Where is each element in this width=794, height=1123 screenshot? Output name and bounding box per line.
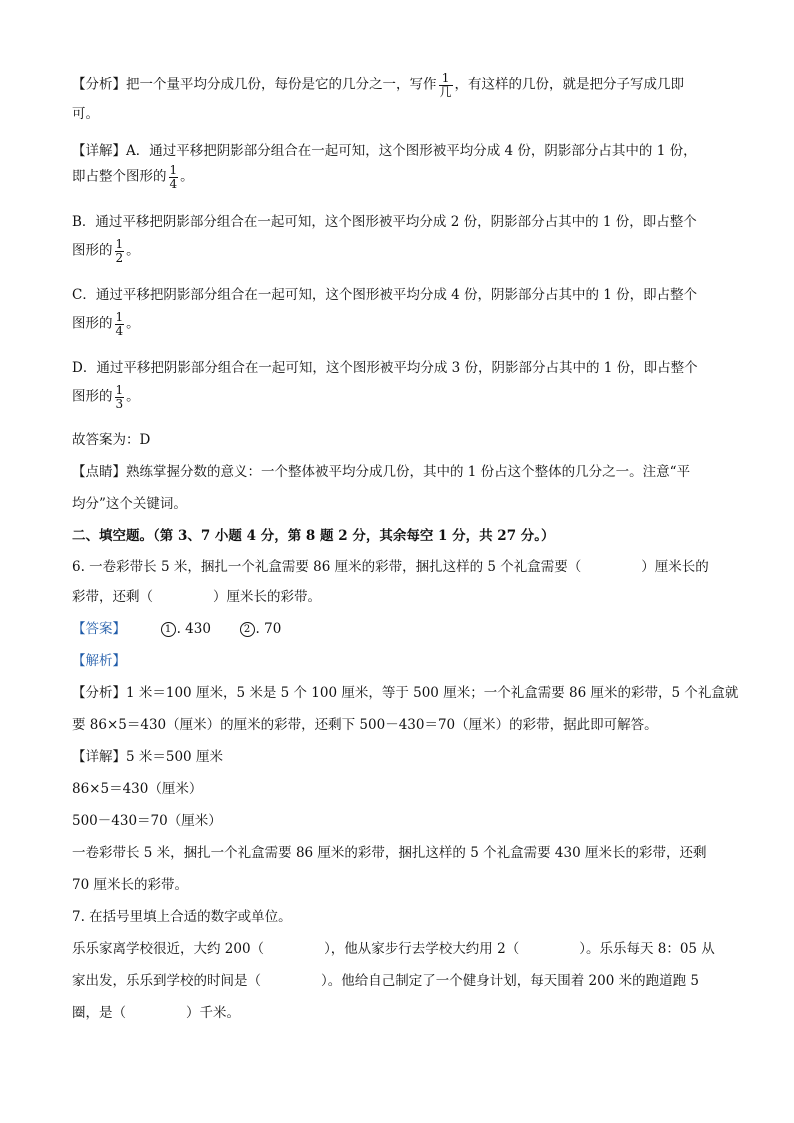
- analysis-text: 1 米＝100 厘米，5 米是 5 个 100 厘米，等于 500 厘米；一个礼盒需要 86 厘米的彩带，5 个礼盒就: [126, 685, 739, 701]
- detail-a-post: 。: [180, 168, 194, 185]
- fraction-denominator: 4: [115, 323, 124, 338]
- q6-text-cont: ）厘米长的彩带。: [213, 589, 321, 605]
- detail-d-line2: [72, 384, 140, 410]
- q6-detail-line4: 一卷彩带长 5 米，捆扎一个礼盒需要 86 厘米的彩带，捆扎这样的 5 个礼盒需要 430 厘米长的彩带，还剩: [72, 845, 707, 861]
- q6-text: 6. 一卷彩带长 5 米，捆扎一个礼盒需要 86 厘米的彩带，捆扎这样的 5 个礼盒需要（: [72, 559, 582, 575]
- fraction-denominator: 几: [439, 84, 452, 99]
- q6-detail-line1: [72, 748, 223, 766]
- analysis-tag: 【分析】: [72, 685, 126, 701]
- q6-text-cont: ）厘米长的: [641, 559, 709, 575]
- circled-number-1: 1: [161, 622, 176, 637]
- detail-a-line1: [72, 142, 697, 160]
- fraction: [115, 238, 125, 264]
- fraction-numerator: 1: [115, 237, 124, 251]
- q6-detail-line2: 86×5＝430（厘米）: [72, 781, 203, 797]
- analysis-text: 把一个量平均分成几份，每份是它的几分之一，写作: [126, 76, 437, 93]
- detail-b-line2: [72, 238, 140, 264]
- q7-text: ），他从家步行去学校大约用 2（: [324, 941, 520, 957]
- q6-line1: [72, 558, 709, 576]
- q6-analysis-line2: 要 86×5＝430（厘米）的厘米的彩带，还剩下 500－430＝70（厘米）的彩带，据此即可解答。: [72, 717, 658, 733]
- q7-text: 家出发，乐乐到学校的时间是（: [72, 973, 261, 989]
- detail-d-line1: D．通过平移把阴影部分组合在一起可知，这个图形被平均分成 3 份，阴影部分占其中的 1 份，即占整个: [72, 360, 698, 376]
- fraction: [115, 384, 125, 410]
- circled-number-2: 2: [240, 622, 255, 637]
- detail-c-line1: C．通过平移把阴影部分组合在一起可知，这个图形被平均分成 4 份，阴影部分占其中的 1 份，即占整个: [72, 287, 698, 303]
- q6-detail-line5: 70 厘米长的彩带。: [72, 877, 188, 893]
- comment-line2: 均分”这个关键词。: [72, 496, 187, 512]
- q7-text: ）。乐乐每天 8：05 从: [579, 941, 715, 957]
- q6-detail-line3: 500－430＝70（厘米）: [72, 813, 222, 829]
- answer-value-2: . 70: [255, 621, 282, 637]
- detail-d-post: 。: [126, 388, 140, 405]
- section-title: 二、填空题。（第 3、7 小题 4 分，第 8 题 2 分，其余每空 1 分，共 27 分。）: [72, 528, 555, 544]
- q7-line2: [72, 972, 699, 990]
- q7-line1: [72, 940, 715, 958]
- comment-tag: 【点睛】: [72, 464, 126, 480]
- analysis-line-end: 可。: [72, 106, 99, 122]
- detail-a-line2: [72, 164, 194, 190]
- q7-line3: [72, 1004, 240, 1022]
- detail-b-pre: 图形的: [72, 242, 113, 259]
- detail-tag: 【详解】: [72, 143, 126, 159]
- detail-tag: 【详解】: [72, 749, 126, 765]
- analysis-tag: 【分析】: [72, 76, 126, 93]
- q6-text: 彩带，还剩（: [72, 589, 153, 605]
- fraction-numerator: 1: [115, 310, 124, 324]
- fraction: [115, 311, 125, 337]
- detail-b-post: 。: [126, 242, 140, 259]
- fraction: [439, 72, 453, 98]
- answer-tag: 【答案】: [72, 621, 126, 637]
- q7-text: ）千米。: [186, 1005, 240, 1021]
- fraction-numerator: 1: [441, 71, 450, 85]
- answer-line: 故答案为：D: [72, 432, 151, 448]
- detail-a-pre: 即占整个图形的: [72, 168, 167, 185]
- analysis-paragraph: [72, 72, 684, 98]
- detail-text: 5 米＝500 厘米: [126, 749, 223, 765]
- q6-answer-line: [72, 620, 281, 638]
- comment-line1: [72, 463, 690, 481]
- fraction-numerator: 1: [169, 163, 178, 177]
- q6-analysis-line1: [72, 684, 738, 702]
- detail-c-pre: 图形的: [72, 315, 113, 332]
- detail-d-pre: 图形的: [72, 388, 113, 405]
- detail-c-line2: [72, 311, 140, 337]
- comment-text: 熟练掌握分数的意义：一个整体被平均分成几份，其中的 1 份占这个整体的几分之一。注意“平: [126, 464, 691, 480]
- q6-line2: [72, 588, 321, 606]
- fraction-denominator: 3: [115, 396, 124, 411]
- q7-title: 7. 在括号里填上合适的数字或单位。: [72, 909, 292, 925]
- jiexi-tag: 【解析】: [72, 653, 126, 669]
- fraction-denominator: 4: [169, 176, 178, 191]
- answer-value-1: . 430: [176, 621, 211, 637]
- fraction-numerator: 1: [115, 383, 124, 397]
- q7-text: 乐乐家离学校很近，大约 200（: [72, 941, 265, 957]
- q7-text: ）。他给自己制定了一个健身计划，每天围着 200 米的跑道跑 5: [321, 973, 699, 989]
- analysis-text-cont: ，有这样的几份，就是把分子写成几即: [454, 76, 685, 93]
- q7-text: 圈，是（: [72, 1005, 126, 1021]
- detail-c-post: 。: [126, 315, 140, 332]
- fraction: [169, 164, 179, 190]
- detail-a-text: A．通过平移把阴影部分组合在一起可知，这个图形被平均分成 4 份，阴影部分占其中的 1 份，: [126, 143, 697, 159]
- detail-b-line1: B．通过平移把阴影部分组合在一起可知，这个图形被平均分成 2 份，阴影部分占其中的 1 份，即占整个: [72, 214, 697, 230]
- fraction-denominator: 2: [115, 250, 124, 265]
